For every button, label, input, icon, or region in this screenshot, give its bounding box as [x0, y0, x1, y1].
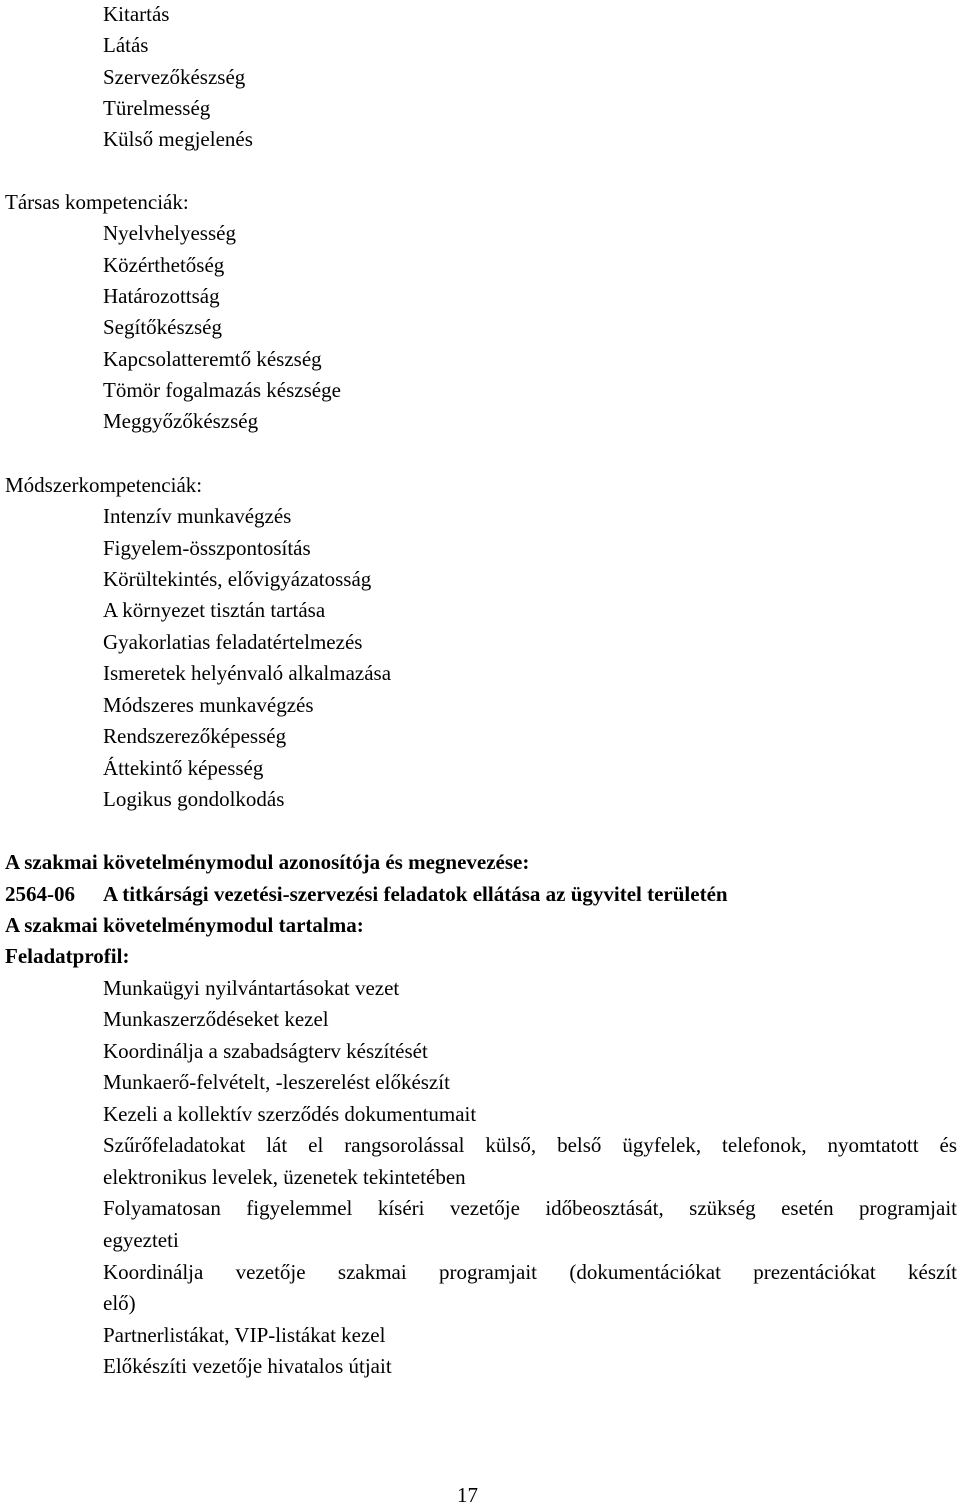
- page-number: 17: [457, 1483, 478, 1507]
- list-item: Rendszerezőképesség: [103, 724, 287, 748]
- list-item-continuation: egyezteti: [103, 1228, 179, 1252]
- list-item: Látás: [103, 33, 149, 57]
- list-item: Határozottság: [103, 284, 220, 308]
- list-item: Koordinálja a szabadságterv készítését: [103, 1039, 428, 1063]
- list-item: Áttekintő képesség: [103, 756, 264, 780]
- list-item: Koordinálja vezetője szakmai programjait (dokumentációkat prezentációkat készít: [103, 1260, 957, 1284]
- section-heading-method: Módszerkompetenciák:: [5, 473, 203, 497]
- list-item-continuation: elektronikus levelek, üzenetek tekintetében: [103, 1165, 466, 1189]
- list-item: Logikus gondolkodás: [103, 787, 285, 811]
- list-item: Külső megjelenés: [103, 127, 253, 151]
- module-code: 2564-06: [5, 882, 75, 906]
- list-item: Tömör fogalmazás készsége: [103, 378, 341, 402]
- list-item: Munkaszerződéseket kezel: [103, 1007, 329, 1031]
- list-item: Gyakorlatias feladatértelmezés: [103, 630, 363, 654]
- list-item: Szervezőkészség: [103, 65, 246, 89]
- list-item: Intenzív munkavégzés: [103, 504, 292, 528]
- list-item: Előkészíti vezetője hivatalos útjait: [103, 1354, 392, 1378]
- module-name: A titkársági vezetési-szervezési feladatok ellátása az ügyvitel területén: [103, 882, 728, 906]
- list-item: Kapcsolatteremtő készség: [103, 347, 322, 371]
- module-content-heading: A szakmai követelménymodul tartalma:: [5, 913, 364, 937]
- list-item: Figyelem-összpontosítás: [103, 536, 311, 560]
- list-item: A környezet tisztán tartása: [103, 598, 326, 622]
- list-item: Munkaügyi nyilvántartásokat vezet: [103, 976, 400, 1000]
- list-item: Ismeretek helyénvaló alkalmazása: [103, 661, 392, 685]
- list-item: Meggyőzőkészség: [103, 409, 259, 433]
- task-profile-heading: Feladatprofil:: [5, 944, 130, 968]
- list-item: Módszeres munkavégzés: [103, 693, 314, 717]
- list-item-continuation: elő): [103, 1291, 136, 1315]
- list-item: Körültekintés, elővigyázatosság: [103, 567, 372, 591]
- module-title: [5, 881, 728, 907]
- list-item: Kezeli a kollektív szerződés dokumentumait: [103, 1102, 477, 1126]
- module-id-heading: A szakmai követelménymodul azonosítója és megnevezése:: [5, 850, 530, 874]
- list-item: Kitartás: [103, 2, 170, 26]
- list-item: Nyelvhelyesség: [103, 221, 236, 245]
- list-item: Közérthetőség: [103, 253, 225, 277]
- list-item: Partnerlistákat, VIP-listákat kezel: [103, 1323, 386, 1347]
- list-item: Segítőkészség: [103, 315, 222, 339]
- list-item: Folyamatosan figyelemmel kíséri vezetője időbeosztását, szükség esetén programjait: [103, 1196, 957, 1220]
- list-item: Szűrőfeladatokat lát el rangsorolással külső, belső ügyfelek, telefonok, nyomtatott és: [103, 1133, 957, 1157]
- section-heading-social: Társas kompetenciák:: [5, 190, 189, 214]
- list-item: Türelmesség: [103, 96, 211, 120]
- list-item: Munkaerő-felvételt, -leszerelést előkészít: [103, 1070, 450, 1094]
